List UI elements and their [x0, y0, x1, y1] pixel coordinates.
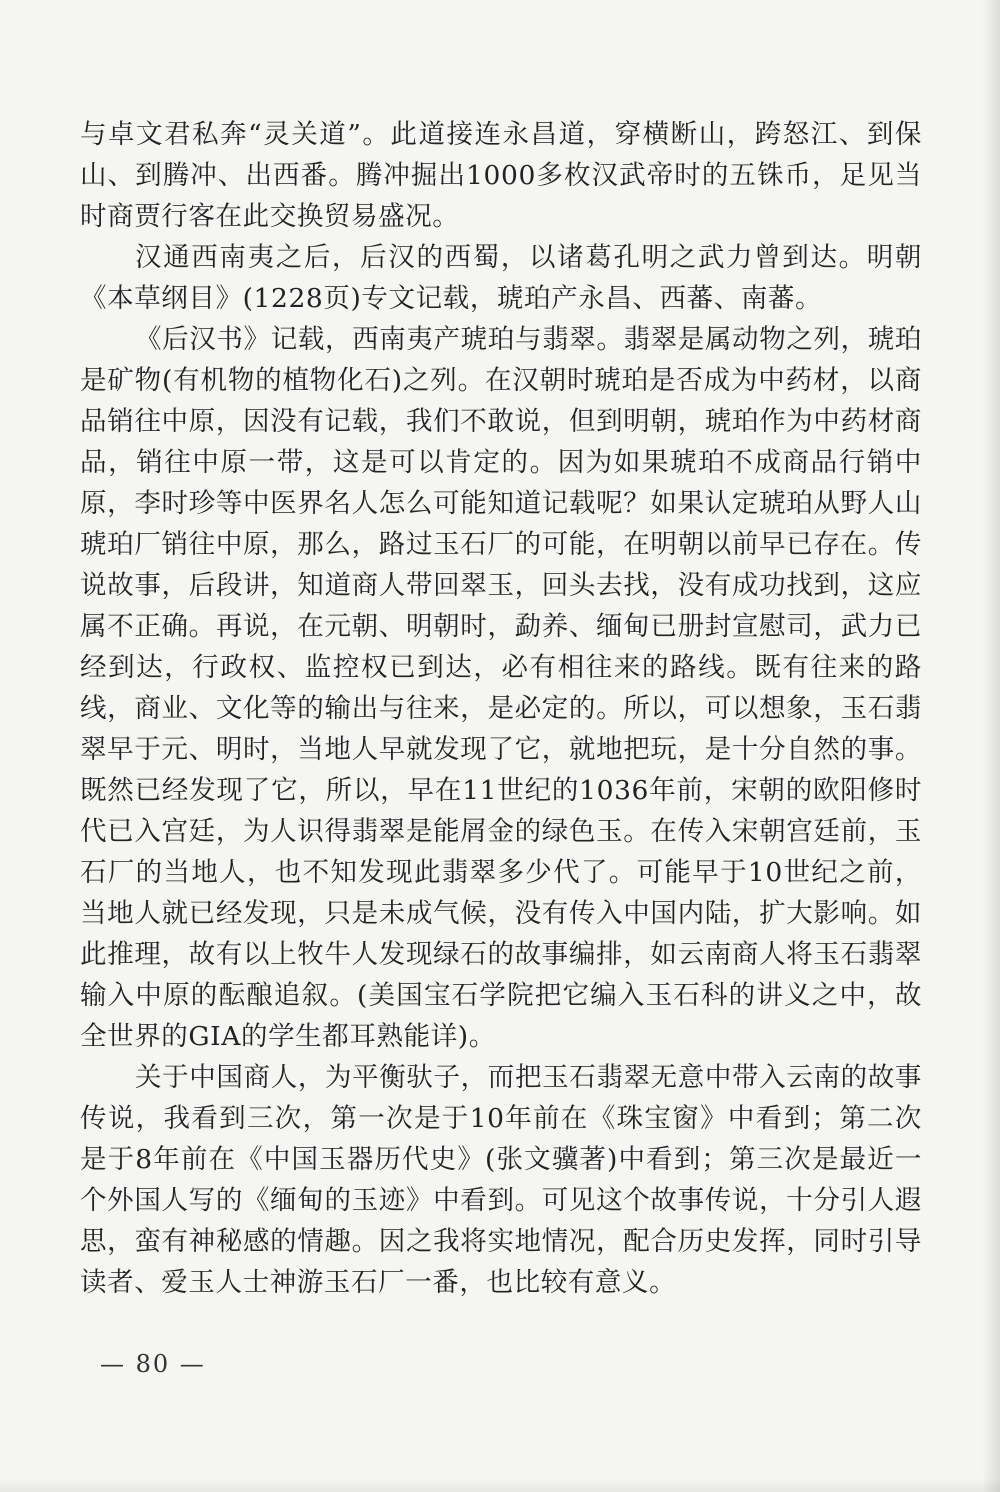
page-number: — 80 —	[100, 1350, 206, 1378]
paragraph-3: 《后汉书》记载，西南夷产琥珀与翡翠。翡翠是属动物之列，琥珀是矿物(有机物的植物化石)之列。在汉朝时琥珀是否成为中药材，以商品销往中原，因没有记载，我们不敢说，但到明朝，琥珀作为中药材商品，销往中原一带，这是可以肯定的。因为如果琥珀不成商品行销中原，李时珍等中医界名人怎么可能知道记载呢？如果认定琥珀从野人山琥珀厂销往中原，那么，路过玉石厂的可能，在明朝以前早已存在。传说故事，后段讲，知道商人带回翠玉，回头去找，没有成功找到，这应属不正确。再说，在元朝、明朝时，勐养、缅甸已册封宣慰司，武力已经到达，行政权、监控权已到达，必有相往来的路线。既有往来的路线，商业、文化等的输出与往来，是必定的。所以，可以想象，玉石翡翠早于元、明时，当地人早就发现了它，就地把玩，是十分自然的事。既然已经发现了它，所以，早在11世纪的1036年前，宋朝的欧阳修时代已入宫廷，为人识得翡翠是能屑金的绿色玉。在传入宋朝宫廷前，玉石厂的当地人，也不知发现此翡翠多少代了。可能早于10世纪之前，当地人就已经发现，只是未成气候，没有传入中国内陆，扩大影响。如此推理，故有以上牧牛人发现绿石的故事编排，如云南商人将玉石翡翠输入中原的酝酿追叙。(美国宝石学院把它编入玉石科的讲义之中，故全世界的GIA的学生都耳熟能详)。	[80, 324, 922, 1052]
page-bottom-shadow	[0, 1478, 1000, 1492]
page-edge-shadow	[982, 0, 1000, 1492]
paragraph-2: 汉通西南夷之后，后汉的西蜀，以诸葛孔明之武力曾到达。明朝《本草纲目》(1228页)专文记载，琥珀产永昌、西蕃、南蕃。	[80, 242, 922, 314]
body-text	[80, 114, 922, 1303]
paragraph-1: 与卓文君私奔“灵关道”。此道接连永昌道，穿横断山，跨怒江、到保山、到腾冲、出西番。腾冲掘出1000多枚汉武帝时的五铢币，足见当时商贾行客在此交换贸易盛况。	[80, 119, 922, 232]
paragraph-4: 关于中国商人，为平衡驮子，而把玉石翡翠无意中带入云南的故事传说，我看到三次，第一次是于10年前在《珠宝窗》中看到；第二次是于8年前在《中国玉器历代史》(张文骥著)中看到；第三次是最近一个外国人写的《缅甸的玉迹》中看到。可见这个故事传说，十分引人遐思，蛮有神秘感的情趣。因之我将实地情况，配合历史发挥，同时引导读者、爱玉人士神游玉石厂一番，也比较有意义。	[80, 1062, 922, 1298]
